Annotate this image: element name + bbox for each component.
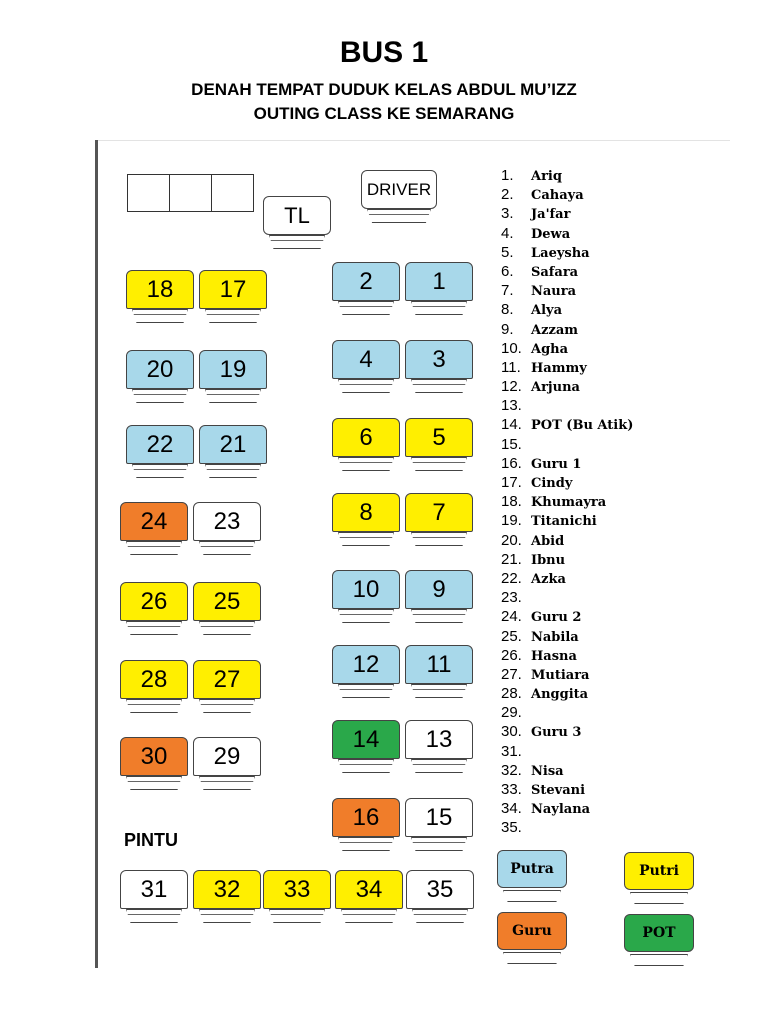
seat-number: 21	[199, 425, 267, 464]
list-name: Naura	[531, 284, 577, 300]
list-item	[501, 818, 633, 837]
list-number: 31.	[501, 742, 522, 760]
list-item	[501, 415, 633, 434]
legend-label: Guru	[497, 912, 567, 950]
seat-base	[205, 389, 261, 403]
seat-base	[338, 301, 394, 315]
list-number: 13.	[501, 397, 522, 415]
seat-30	[120, 737, 188, 791]
seat-29	[193, 737, 261, 791]
seat-number: 32	[193, 870, 261, 909]
list-name: Khumayra	[531, 495, 607, 511]
tl-seat	[263, 196, 331, 250]
seat-base	[126, 621, 182, 635]
legend-putra	[497, 850, 565, 904]
seat-base	[132, 389, 188, 403]
list-item	[501, 473, 633, 492]
list-number: 25.	[501, 627, 522, 645]
seat-base	[205, 464, 261, 478]
seat-base	[338, 379, 394, 393]
list-name: Mutiara	[531, 667, 590, 683]
list-item	[501, 320, 633, 339]
seat-base	[126, 541, 182, 555]
list-item	[501, 262, 633, 281]
list-number: 26.	[501, 646, 522, 664]
seat-number: 10	[332, 570, 400, 609]
legend-base	[630, 892, 688, 904]
seat-number: 34	[335, 870, 403, 909]
legend-base	[503, 890, 561, 902]
list-name: Dewa	[531, 226, 571, 242]
seat-base	[367, 209, 431, 223]
seat-number: 23	[193, 502, 261, 541]
list-item	[501, 243, 633, 262]
list-item	[501, 550, 633, 569]
tl-label: TL	[263, 196, 331, 235]
list-name: Alya	[531, 303, 563, 319]
seat-number: 3	[405, 340, 473, 379]
list-name: Naylana	[531, 802, 591, 818]
seat-8	[332, 493, 400, 547]
list-number: 24.	[501, 608, 522, 626]
seat-24	[120, 502, 188, 556]
list-number: 20.	[501, 531, 522, 549]
list-name: Guru 1	[531, 456, 582, 472]
list-name: Guru 2	[531, 610, 582, 626]
seat-base	[338, 759, 394, 773]
seat-1	[405, 262, 473, 316]
seat-27	[193, 660, 261, 714]
seat-26	[120, 582, 188, 636]
list-number: 16.	[501, 454, 522, 472]
list-item	[501, 665, 633, 684]
seat-base	[411, 837, 467, 851]
list-item	[501, 588, 633, 607]
list-item	[501, 569, 633, 588]
legend-label: Putra	[497, 850, 567, 888]
list-item	[501, 761, 633, 780]
seat-2	[332, 262, 400, 316]
seat-number: 5	[405, 418, 473, 457]
list-name: Titanichi	[531, 514, 597, 530]
list-name: Agha	[531, 341, 569, 357]
seat-base	[269, 909, 325, 923]
list-name: Cindy	[531, 476, 573, 491]
seat-number: 1	[405, 262, 473, 301]
list-number: 9.	[501, 320, 514, 338]
bus-left-wall	[95, 140, 98, 968]
seat-base	[338, 532, 394, 546]
seat-base	[199, 621, 255, 635]
seat-number: 26	[120, 582, 188, 621]
list-number: 32.	[501, 761, 522, 779]
seat-number: 25	[193, 582, 261, 621]
list-number: 10.	[501, 339, 522, 357]
seat-base	[341, 909, 397, 923]
seat-7	[405, 493, 473, 547]
seat-base	[199, 699, 255, 713]
list-number: 11.	[501, 358, 521, 376]
seat-21	[199, 425, 267, 479]
seat-number: 27	[193, 660, 261, 699]
seat-number: 24	[120, 502, 188, 541]
seat-base	[411, 759, 467, 773]
seat-number: 18	[126, 270, 194, 309]
seat-12	[332, 645, 400, 699]
cabinet-cell	[127, 174, 170, 212]
list-name: Arjuna	[531, 380, 580, 396]
list-number: 17.	[501, 474, 522, 491]
list-item	[501, 492, 633, 511]
list-item	[501, 339, 633, 358]
seat-number: 20	[126, 350, 194, 389]
legend-pot	[624, 914, 692, 968]
list-number: 4.	[501, 224, 514, 242]
list-number: 34.	[501, 800, 522, 818]
seat-base	[338, 609, 394, 623]
list-item	[501, 454, 633, 473]
seat-number: 7	[405, 493, 473, 532]
list-item	[501, 377, 633, 396]
seat-base	[338, 684, 394, 698]
list-name: POT (Bu Atik)	[531, 418, 634, 434]
seat-base	[199, 776, 255, 790]
list-item	[501, 281, 633, 300]
seat-6	[332, 418, 400, 472]
seat-number: 8	[332, 493, 400, 532]
list-number: 12.	[501, 378, 522, 396]
seat-base	[132, 309, 188, 323]
list-number: 27.	[501, 665, 522, 683]
seat-9	[405, 570, 473, 624]
list-number: 29.	[501, 704, 522, 722]
seat-13	[405, 720, 473, 774]
list-item	[501, 780, 633, 799]
list-number: 6.	[501, 262, 514, 280]
list-item	[501, 684, 633, 703]
page-title: BUS 1	[339, 36, 429, 69]
list-name: Hasna	[531, 648, 577, 664]
seat-base	[269, 235, 325, 249]
list-number: 3.	[501, 205, 514, 223]
list-item	[501, 646, 633, 665]
seat-base	[199, 541, 255, 555]
seat-number: 33	[263, 870, 331, 909]
seat-number: 28	[120, 660, 188, 699]
seat-number: 13	[405, 720, 473, 759]
seat-base	[132, 464, 188, 478]
seat-base	[126, 909, 182, 923]
seat-base	[411, 609, 467, 623]
driver-seat	[361, 170, 437, 224]
legend-label: POT	[624, 914, 694, 952]
seat-base	[411, 457, 467, 471]
list-name: Laeysha	[531, 245, 590, 261]
list-number: 18.	[501, 493, 522, 511]
list-number: 14.	[501, 416, 522, 434]
seat-17	[199, 270, 267, 324]
legend-base	[630, 954, 688, 966]
seat-base	[411, 379, 467, 393]
seat-number: 31	[120, 870, 188, 909]
seat-number: 17	[199, 270, 267, 309]
seat-base	[126, 699, 182, 713]
seat-base	[126, 776, 182, 790]
list-number: 22.	[501, 569, 522, 587]
legend-label: Putri	[624, 852, 694, 890]
seat-16	[332, 798, 400, 852]
seat-20	[126, 350, 194, 404]
seat-34	[335, 870, 403, 924]
seat-number: 29	[193, 737, 261, 776]
list-item	[501, 300, 633, 319]
passenger-list	[501, 166, 633, 838]
list-number: 2.	[501, 186, 514, 204]
list-number: 7.	[501, 282, 514, 300]
seat-35	[406, 870, 474, 924]
seat-18	[126, 270, 194, 324]
list-item	[501, 435, 633, 454]
seat-number: 12	[332, 645, 400, 684]
seat-25	[193, 582, 261, 636]
list-item	[501, 607, 633, 626]
list-item	[501, 799, 633, 818]
list-item	[501, 185, 633, 204]
seat-base	[338, 457, 394, 471]
list-item	[501, 627, 633, 646]
seat-number: 4	[332, 340, 400, 379]
seat-number: 16	[332, 798, 400, 837]
seat-28	[120, 660, 188, 714]
list-number: 1.	[501, 167, 514, 184]
list-number: 21.	[501, 550, 522, 568]
seat-22	[126, 425, 194, 479]
list-number: 33.	[501, 781, 522, 798]
seat-number: 9	[405, 570, 473, 609]
list-number: 5.	[501, 243, 514, 261]
seat-base	[411, 532, 467, 546]
cabinet-cell	[212, 174, 254, 212]
seat-number: 35	[406, 870, 474, 909]
seat-3	[405, 340, 473, 394]
list-name: Azka	[531, 571, 566, 587]
legend-guru	[497, 912, 565, 966]
bus-top-line	[98, 140, 730, 141]
list-name: Nabila	[531, 629, 579, 645]
seat-base	[411, 301, 467, 315]
seat-number: 11	[405, 645, 473, 684]
seat-number: 6	[332, 418, 400, 457]
list-number: 35.	[501, 819, 522, 837]
seat-number: 30	[120, 737, 188, 776]
list-item	[501, 703, 633, 722]
list-name: Guru 3	[531, 725, 582, 741]
list-item	[501, 204, 633, 223]
list-number: 19.	[501, 512, 522, 530]
seat-31	[120, 870, 188, 924]
seat-number: 22	[126, 425, 194, 464]
seat-base	[205, 309, 261, 323]
seat-32	[193, 870, 261, 924]
list-number: 23.	[501, 589, 522, 607]
list-item	[501, 358, 633, 377]
list-number: 30.	[501, 723, 522, 741]
seat-14	[332, 720, 400, 774]
list-item	[501, 722, 633, 741]
seat-base	[412, 909, 468, 923]
list-name: Safara	[531, 264, 579, 280]
list-number: 8.	[501, 301, 514, 319]
list-name: Ja'far	[531, 207, 571, 223]
list-name: Ariq	[531, 169, 562, 184]
seat-number: 2	[332, 262, 400, 301]
list-name: Abid	[531, 533, 565, 549]
list-number: 28.	[501, 685, 522, 703]
seat-23	[193, 502, 261, 556]
cabinet-cell	[170, 174, 212, 212]
list-number: 15.	[501, 435, 522, 453]
legend-base	[503, 952, 561, 964]
list-name: Hammy	[531, 360, 587, 376]
seat-number: 15	[405, 798, 473, 837]
seat-5	[405, 418, 473, 472]
list-item	[501, 531, 633, 550]
seat-15	[405, 798, 473, 852]
list-item	[501, 511, 633, 530]
seat-33	[263, 870, 331, 924]
list-item	[501, 396, 633, 415]
seat-4	[332, 340, 400, 394]
list-name: Ibnu	[531, 552, 566, 568]
page-subtitle: DENAH TEMPAT DUDUK KELAS ABDUL MU’IZZ	[191, 80, 577, 99]
seat-11	[405, 645, 473, 699]
list-item	[501, 166, 633, 185]
list-name: Stevani	[531, 783, 586, 798]
legend-putri	[624, 852, 692, 906]
driver-label: DRIVER	[361, 170, 437, 209]
list-name: Cahaya	[531, 188, 584, 204]
page-subtitle-2: OUTING CLASS KE SEMARANG	[253, 104, 515, 123]
seat-base	[338, 837, 394, 851]
list-name: Azzam	[531, 322, 579, 338]
list-item	[501, 224, 633, 243]
seat-10	[332, 570, 400, 624]
door-label: PINTU	[124, 830, 178, 850]
seat-19	[199, 350, 267, 404]
seat-base	[411, 684, 467, 698]
seat-number: 14	[332, 720, 400, 759]
list-name: Nisa	[531, 763, 564, 779]
seat-number: 19	[199, 350, 267, 389]
list-item	[501, 742, 633, 761]
seat-base	[199, 909, 255, 923]
list-name: Anggita	[531, 687, 589, 703]
front-cabinet	[127, 174, 254, 212]
